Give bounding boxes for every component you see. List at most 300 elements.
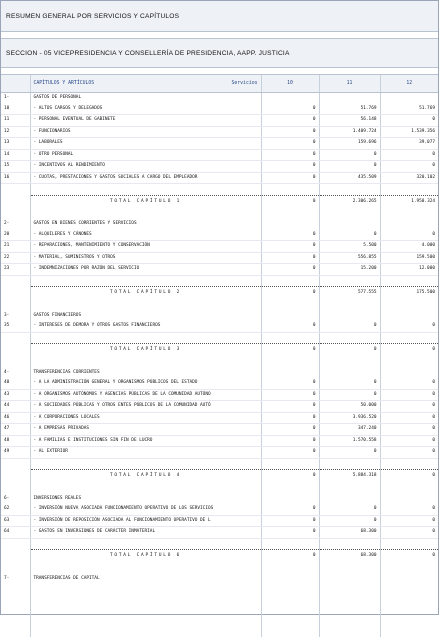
row-description: - INVERSIÓN NUEVA ASOCIADA FUNCIONAMIENTO OPERATIVO DE LOS SERVICIOS — [30, 504, 261, 515]
row-description — [30, 357, 261, 368]
row-value-12: 0 — [380, 401, 438, 413]
row-description — [30, 563, 261, 574]
row-code: 20 — [1, 230, 30, 241]
row-value-10: 0 — [261, 149, 319, 161]
row-description: - AL EXTERIOR — [30, 447, 261, 459]
row-value-11: 68.300 — [319, 527, 380, 539]
row-description — [30, 209, 261, 220]
col-12-header: 12 — [380, 75, 438, 93]
row-value-11 — [319, 275, 380, 287]
row-description: - A EMPRESAS PRIVADAS — [30, 424, 261, 436]
row-value-12 — [380, 494, 438, 505]
row-value-10: 0 — [261, 527, 319, 539]
row-code: 12 — [1, 126, 30, 138]
row-value-11 — [319, 616, 380, 627]
row-description: - MATERIAL, SUMINISTROS Y OTROS — [30, 252, 261, 264]
table-row — [1, 435, 438, 447]
row-value-10 — [261, 626, 319, 637]
table-row — [1, 138, 438, 150]
total-row — [1, 287, 438, 301]
row-value-10: 0 — [261, 241, 319, 253]
row-value-10 — [261, 357, 319, 368]
row-value-11: 0 — [319, 447, 380, 459]
row-value-11: 50.000 — [319, 401, 380, 413]
row-value-12: 39.077 — [380, 138, 438, 150]
table-row — [1, 357, 438, 368]
row-value-10: 0 — [261, 104, 319, 115]
row-description: - REPARACIONES, MANTENIMIENTO Y CONSERVACIÓN — [30, 241, 261, 253]
row-value-11: 1.409.724 — [319, 126, 380, 138]
table-row — [1, 126, 438, 138]
row-value-12 — [380, 595, 438, 606]
row-value-10: 0 — [261, 321, 319, 332]
row-code — [1, 595, 30, 606]
row-value-11 — [319, 184, 380, 196]
row-value-12: 12.000 — [380, 264, 438, 276]
table-row — [1, 184, 438, 196]
table-row — [1, 252, 438, 264]
row-code: 48 — [1, 435, 30, 447]
row-value-12 — [380, 311, 438, 322]
row-value-12 — [380, 563, 438, 574]
table-row — [1, 389, 438, 401]
row-description — [30, 626, 261, 637]
row-value-11: 3.936.520 — [319, 412, 380, 424]
row-value-10 — [261, 219, 319, 230]
row-value-12 — [380, 616, 438, 627]
row-value-11: 15.200 — [319, 264, 380, 276]
row-description: TOTAL CAPÍTULO 6 — [30, 550, 261, 564]
row-description: - A ORGANISMOS AUTÓNOMOS Y AGENCIAS PÚBLICAS DE LA COMUNIDAD AUTÓNO — [30, 389, 261, 401]
row-code: 22 — [1, 252, 30, 264]
row-code: 11 — [1, 115, 30, 127]
row-description: GASTOS EN BIENES CORRIENTES Y SERVICIOS — [30, 219, 261, 230]
row-code: 14 — [1, 149, 30, 161]
row-value-11 — [319, 219, 380, 230]
row-value-12 — [380, 538, 438, 550]
row-value-12: 1.539.356 — [380, 126, 438, 138]
row-value-10: 0 — [261, 138, 319, 150]
row-description — [30, 458, 261, 470]
row-code: 15 — [1, 161, 30, 173]
table-body — [1, 93, 438, 637]
table-header-row — [1, 75, 438, 93]
row-code: 2- — [4, 221, 10, 227]
row-value-12: 0 — [380, 115, 438, 127]
row-description: - INVERSIÓN DE REPOSICIÓN ASOCIADA AL FUNCIONAMIENTO OPERATIVO DE L — [30, 515, 261, 527]
row-code — [1, 470, 30, 484]
row-value-10 — [261, 483, 319, 494]
row-description — [30, 483, 261, 494]
row-value-10 — [261, 458, 319, 470]
row-value-11: 0 — [319, 321, 380, 332]
table-row — [1, 563, 438, 574]
row-description: - INDEMNIZACIONES POR RAZÓN DEL SERVICIO — [30, 264, 261, 276]
row-value-11: 347.240 — [319, 424, 380, 436]
table-row — [1, 458, 438, 470]
row-value-12: 0 — [380, 470, 438, 484]
table-row — [1, 264, 438, 276]
table-row — [1, 538, 438, 550]
row-value-10: 0 — [261, 378, 319, 389]
row-code — [1, 538, 30, 550]
row-value-10: 0 — [261, 195, 319, 209]
row-value-12: 159.500 — [380, 252, 438, 264]
row-value-11: 0 — [319, 515, 380, 527]
row-description: - ALQUILERES Y CÁNONES — [30, 230, 261, 241]
row-value-10: 0 — [261, 161, 319, 173]
row-description — [30, 605, 261, 616]
row-code — [1, 195, 30, 209]
row-value-11 — [319, 494, 380, 505]
row-value-10: 0 — [261, 424, 319, 436]
row-value-10: 0 — [261, 470, 319, 484]
row-value-11 — [319, 538, 380, 550]
chapter-heading-row — [1, 93, 438, 104]
row-value-10: 0 — [261, 252, 319, 264]
table-row — [1, 378, 438, 389]
row-value-12: 0 — [380, 504, 438, 515]
budget-table — [1, 74, 438, 637]
table-row — [1, 172, 438, 184]
row-description: GASTOS DE PERSONAL — [30, 93, 261, 104]
row-value-11: 556.855 — [319, 252, 380, 264]
row-description: - A FAMILIAS E INSTITUCIONES SIN FIN DE LUCRO — [30, 435, 261, 447]
row-description: GASTOS FINANCIEROS — [30, 311, 261, 322]
row-description: TOTAL CAPÍTULO 1 — [30, 195, 261, 209]
row-code: 62 — [1, 504, 30, 515]
row-value-10 — [261, 605, 319, 616]
table-row — [1, 595, 438, 606]
row-value-10: 0 — [261, 412, 319, 424]
row-code: 7- — [4, 575, 10, 581]
row-code: 44 — [1, 401, 30, 413]
row-code — [1, 605, 30, 616]
row-value-12: 1.950.324 — [380, 195, 438, 209]
row-code — [1, 458, 30, 470]
row-value-10 — [261, 311, 319, 322]
row-value-11 — [319, 626, 380, 637]
row-description: TRANSFERENCIAS DE CAPITAL — [30, 574, 261, 585]
row-code — [1, 300, 30, 311]
row-value-11: 2.306.265 — [319, 195, 380, 209]
row-value-12: 0 — [380, 230, 438, 241]
row-description: TOTAL CAPÍTULO 4 — [30, 470, 261, 484]
row-description — [30, 595, 261, 606]
row-description: - GASTOS EN INVERSIONES DE CARÁCTER INMATERIAL — [30, 527, 261, 539]
row-code: 23 — [1, 264, 30, 276]
row-code: 10 — [1, 104, 30, 115]
row-value-12: 4.000 — [380, 241, 438, 253]
row-code — [1, 275, 30, 287]
row-value-11 — [319, 93, 380, 104]
row-code: 4- — [4, 369, 10, 375]
table-row — [1, 626, 438, 637]
row-description: - ALTOS CARGOS Y DELEGADOS — [30, 104, 261, 115]
row-value-12: 51.769 — [380, 104, 438, 115]
row-code: 49 — [1, 447, 30, 459]
total-row — [1, 344, 438, 358]
row-code — [1, 584, 30, 595]
row-value-12 — [380, 458, 438, 470]
row-value-11: 0 — [319, 389, 380, 401]
row-value-11 — [319, 368, 380, 379]
row-value-11: 0 — [319, 344, 380, 358]
row-code: 47 — [1, 424, 30, 436]
row-code: 21 — [1, 241, 30, 253]
row-value-10 — [261, 300, 319, 311]
row-code — [1, 563, 30, 574]
row-value-12 — [380, 184, 438, 196]
row-value-11 — [319, 605, 380, 616]
col-desc-header — [30, 75, 261, 93]
row-value-11 — [319, 300, 380, 311]
row-code — [1, 550, 30, 564]
row-value-12 — [380, 332, 438, 344]
row-value-12: 0 — [380, 527, 438, 539]
row-value-10 — [261, 184, 319, 196]
row-value-10 — [261, 332, 319, 344]
row-code — [1, 357, 30, 368]
table-row — [1, 616, 438, 627]
row-value-11 — [319, 584, 380, 595]
row-value-11 — [319, 574, 380, 585]
row-value-10: 0 — [261, 389, 319, 401]
row-code: 43 — [1, 389, 30, 401]
row-description — [30, 584, 261, 595]
report-title: RESUMEN GENERAL POR SERVICIOS Y CAPÍTULOS — [1, 1, 438, 32]
row-code — [1, 616, 30, 627]
table-row — [1, 230, 438, 241]
row-value-12: 0 — [380, 344, 438, 358]
row-value-12 — [380, 584, 438, 595]
table-row — [1, 483, 438, 494]
table-row — [1, 504, 438, 515]
row-value-10 — [261, 275, 319, 287]
row-description: INVERSIONES REALES — [30, 494, 261, 505]
row-value-11 — [319, 483, 380, 494]
row-value-10: 0 — [261, 550, 319, 564]
row-description: TRANSFERENCIAS CORRIENTES — [30, 368, 261, 379]
row-value-11: 5.500 — [319, 241, 380, 253]
row-description: - OTRO PERSONAL — [30, 149, 261, 161]
row-value-10: 0 — [261, 504, 319, 515]
row-value-10 — [261, 584, 319, 595]
row-description: - FUNCIONARIOS — [30, 126, 261, 138]
row-value-11 — [319, 595, 380, 606]
table-row — [1, 527, 438, 539]
row-value-11 — [319, 458, 380, 470]
row-value-10 — [261, 563, 319, 574]
row-value-12 — [380, 574, 438, 585]
chapter-heading-row — [1, 368, 438, 379]
row-value-10 — [261, 494, 319, 505]
total-row — [1, 550, 438, 564]
total-row — [1, 195, 438, 209]
row-value-12: 0 — [380, 550, 438, 564]
table-row — [1, 104, 438, 115]
row-code — [1, 184, 30, 196]
row-value-12 — [380, 626, 438, 637]
row-description: - INCENTIVOS AL RENDIMIENTO — [30, 161, 261, 173]
row-value-12: 0 — [380, 447, 438, 459]
row-description — [30, 538, 261, 550]
chapter-heading-row — [1, 219, 438, 230]
row-description: TOTAL CAPÍTULO 2 — [30, 287, 261, 301]
row-value-11: 0 — [319, 149, 380, 161]
row-code — [1, 626, 30, 637]
row-value-10: 0 — [261, 172, 319, 184]
row-value-12: 0 — [380, 412, 438, 424]
row-code: 13 — [1, 138, 30, 150]
table-row — [1, 412, 438, 424]
row-description: - A LA ADMINISTRACIÓN GENERAL Y ORGANISMOS PÚBLICOS DEL ESTADO — [30, 378, 261, 389]
row-value-12 — [380, 209, 438, 220]
row-value-10: 0 — [261, 115, 319, 127]
row-value-12 — [380, 357, 438, 368]
row-description: TOTAL CAPÍTULO 3 — [30, 344, 261, 358]
table-row — [1, 241, 438, 253]
row-description — [30, 275, 261, 287]
row-value-10: 0 — [261, 515, 319, 527]
table-row — [1, 515, 438, 527]
row-value-12 — [380, 300, 438, 311]
table-row — [1, 275, 438, 287]
table-row — [1, 424, 438, 436]
row-description: - PERSONAL EVENTUAL DE GABINETE — [30, 115, 261, 127]
row-value-12: 0 — [380, 149, 438, 161]
row-code — [1, 344, 30, 358]
row-value-10: 0 — [261, 344, 319, 358]
row-value-12: 0 — [380, 161, 438, 173]
row-value-10 — [261, 93, 319, 104]
row-code: 3- — [4, 312, 10, 318]
row-value-12: 0 — [380, 389, 438, 401]
row-description: - INTERESES DE DEMORA Y OTROS GASTOS FINANCIEROS — [30, 321, 261, 332]
row-value-10 — [261, 616, 319, 627]
row-code: 35 — [1, 321, 30, 332]
table-row — [1, 332, 438, 344]
row-description: - CUOTAS, PRESTACIONES Y GASTOS SOCIALES A CARGO DEL EMPLEADOR — [30, 172, 261, 184]
row-description — [30, 300, 261, 311]
total-row — [1, 470, 438, 484]
row-code — [1, 209, 30, 220]
row-value-10: 0 — [261, 435, 319, 447]
row-value-10: 0 — [261, 447, 319, 459]
row-value-12: 0 — [380, 515, 438, 527]
table-row — [1, 321, 438, 332]
col-11-header: 11 — [319, 75, 380, 93]
row-code: 1- — [4, 95, 10, 101]
row-value-12 — [380, 605, 438, 616]
row-code: 16 — [1, 172, 30, 184]
row-description — [30, 184, 261, 196]
row-value-11: 159.696 — [319, 138, 380, 150]
col-desc-label: CAPÍTULOS Y ARTÍCULOS — [33, 81, 95, 86]
row-value-10 — [261, 574, 319, 585]
row-value-12: 0 — [380, 378, 438, 389]
table-row — [1, 300, 438, 311]
table-row — [1, 605, 438, 616]
row-code: 64 — [1, 527, 30, 539]
row-value-10: 0 — [261, 264, 319, 276]
row-value-12: 0 — [380, 435, 438, 447]
chapter-heading-row — [1, 574, 438, 585]
row-value-11 — [319, 357, 380, 368]
table-row — [1, 209, 438, 220]
row-value-12: 0 — [380, 424, 438, 436]
row-value-11: 577.555 — [319, 287, 380, 301]
row-value-11 — [319, 209, 380, 220]
row-value-10 — [261, 209, 319, 220]
col-servicios-label: Servicios — [231, 81, 258, 86]
row-code: 46 — [1, 412, 30, 424]
row-code: 40 — [1, 378, 30, 389]
chapter-heading-row — [1, 494, 438, 505]
row-value-11: 0 — [319, 161, 380, 173]
row-value-11: 0 — [319, 504, 380, 515]
row-description — [30, 332, 261, 344]
table-row — [1, 447, 438, 459]
row-value-12 — [380, 219, 438, 230]
row-value-10: 0 — [261, 126, 319, 138]
col-10-header: 10 — [261, 75, 319, 93]
row-value-12: 0 — [380, 321, 438, 332]
row-value-11: 51.769 — [319, 104, 380, 115]
chapter-heading-row — [1, 311, 438, 322]
row-description: - A CORPORACIONES LOCALES — [30, 412, 261, 424]
row-value-11: 1.570.558 — [319, 435, 380, 447]
row-description: - A SOCIEDADES PÚBLICAS Y OTROS ENTES PÚBLICOS DE LA COMUNIDAD AUTÓ — [30, 401, 261, 413]
row-value-11 — [319, 311, 380, 322]
table-row — [1, 115, 438, 127]
row-value-10: 0 — [261, 287, 319, 301]
row-value-12 — [380, 368, 438, 379]
row-value-10: 0 — [261, 230, 319, 241]
row-value-10 — [261, 595, 319, 606]
row-value-11: 0 — [319, 378, 380, 389]
row-value-11: 68.300 — [319, 550, 380, 564]
row-value-12 — [380, 483, 438, 494]
row-description — [30, 616, 261, 627]
row-code: 63 — [1, 515, 30, 527]
row-code — [1, 332, 30, 344]
table-row — [1, 584, 438, 595]
row-code — [1, 287, 30, 301]
row-value-12: 320.102 — [380, 172, 438, 184]
row-value-12: 175.500 — [380, 287, 438, 301]
row-code: 6- — [4, 495, 10, 501]
table-row — [1, 149, 438, 161]
section-title: SECCION - 05 VICEPRESIDENCIA Y CONSELLERÍA DE PRESIDENCIA, AAPP. JUSTICIA — [1, 38, 438, 68]
row-value-11 — [319, 332, 380, 344]
row-value-11: 0 — [319, 230, 380, 241]
row-value-10: 0 — [261, 401, 319, 413]
table-row — [1, 401, 438, 413]
row-value-11: 56.148 — [319, 115, 380, 127]
row-value-12 — [380, 275, 438, 287]
row-description: - LABORALES — [30, 138, 261, 150]
row-value-10 — [261, 368, 319, 379]
row-value-10 — [261, 538, 319, 550]
col-code-header — [1, 75, 30, 93]
row-value-11 — [319, 563, 380, 574]
table-row — [1, 161, 438, 173]
row-value-12 — [380, 93, 438, 104]
row-value-11: 5.884.318 — [319, 470, 380, 484]
row-code — [1, 483, 30, 494]
row-value-11: 435.509 — [319, 172, 380, 184]
